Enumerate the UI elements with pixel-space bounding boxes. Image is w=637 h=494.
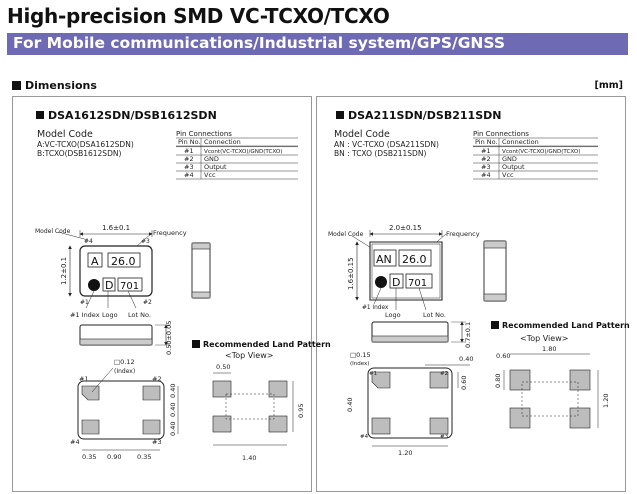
right-index-label: #1 Index: [362, 305, 389, 311]
right-freq-value: 26.0: [402, 253, 427, 266]
left-bottom-dim-040c: 0.40: [169, 421, 177, 436]
right-bottom-p3: #3: [440, 434, 449, 440]
right-code-char: AN: [376, 253, 392, 266]
right-model-line-1: AN : VC-TCXO (DSA211SDN): [334, 140, 439, 149]
left-pin-1-no: #1: [184, 147, 194, 155]
left-d-char: D: [105, 279, 114, 292]
right-pin-2-conn: GND: [502, 155, 517, 163]
left-width-dim: 1.6±0.1: [102, 224, 131, 232]
left-index-label: #1 Index: [70, 311, 100, 319]
right-width-dim: 2.0±0.15: [389, 224, 422, 232]
left-model-title: Model Code: [37, 129, 93, 140]
right-side-view: [372, 322, 472, 348]
right-land-dim-v1: 0.80: [494, 373, 502, 388]
left-height-dim: 1.2±0.1: [60, 256, 68, 285]
left-lot-value: 701: [120, 281, 140, 292]
right-pin-1-no: #1: [481, 147, 491, 155]
left-pin-1-conn: Vcont(VC-TCXO)/GND(TCXO): [204, 149, 283, 155]
right-bottom-view: [346, 351, 473, 457]
left-land-title: Recommended Land Pattern: [203, 340, 331, 349]
left-land-pattern: [213, 363, 305, 462]
left-bottom-p2: #2: [152, 375, 162, 383]
left-bottom-p1: #1: [79, 375, 89, 383]
right-frequency-label: Frequency: [446, 230, 480, 238]
left-bottom-dim-090: 0.90: [107, 453, 122, 461]
left-land-dim-top: 0.50: [216, 363, 231, 371]
left-pin2-mark: #2: [143, 299, 152, 306]
left-pin3-mark: #3: [141, 238, 150, 245]
right-model-code-label: Model Code: [328, 231, 364, 238]
left-code-char: A: [91, 255, 99, 268]
left-pin-header-no: Pin No.: [178, 138, 201, 146]
right-index-dot-icon: [375, 276, 387, 288]
left-land-bullet-icon: [192, 340, 200, 348]
right-bottom-index-dim: □0.15: [350, 351, 371, 359]
left-bottom-dim-040b: 0.40: [169, 402, 177, 417]
left-land-dim-right: 0.95: [297, 403, 305, 418]
right-land-top-view: <Top View>: [520, 334, 569, 343]
left-side-dim: 0.50±0.05: [165, 320, 173, 355]
right-pin-4-no: #4: [481, 171, 491, 179]
left-bottom-view: [70, 358, 178, 461]
right-pin-3-no: #3: [481, 163, 491, 171]
left-model-line-2: B:TCXO(DSB1612SDN): [37, 149, 122, 158]
right-pin-header-conn: Connection: [502, 138, 539, 146]
section-title: Dimensions: [25, 79, 97, 92]
right-heading: DSA211SDN/DSB211SDN: [348, 109, 502, 122]
right-heading-bullet-icon: [336, 111, 344, 119]
left-land-dim-bottom: 1.40: [242, 454, 257, 462]
right-model-title: Model Code: [334, 129, 390, 140]
subtitle-text: For Mobile communications/Industrial system/GPS/GNSS: [13, 34, 506, 52]
left-pin-table-title: Pin Connections: [176, 130, 232, 138]
right-land-dim-left: 0.60: [496, 352, 511, 360]
right-pin-2-no: #2: [481, 155, 491, 163]
left-frequency-label: Frequency: [153, 229, 187, 237]
left-land-top-view: <Top View>: [225, 351, 274, 360]
left-heading-bullet-icon: [36, 111, 44, 119]
left-bottom-index-label: (Index): [114, 368, 136, 375]
right-pin-header-no: Pin No.: [475, 138, 498, 146]
right-bottom-p2: #2: [440, 371, 449, 377]
right-bottom-p1: #1: [369, 371, 378, 377]
right-land-dim-top: 1.80: [542, 345, 557, 353]
right-pin-1-conn: Vcont(VC-TCXO)/GND(TCXO): [502, 149, 581, 155]
left-bottom-dim-035b: 0.35: [137, 453, 152, 461]
right-bottom-dim-040a: 0.40: [459, 355, 474, 363]
right-pin-table-title: Pin Connections: [473, 130, 529, 138]
right-land-dim-v2: 1.20: [602, 393, 610, 408]
right-height-dim: 1.6±0.15: [347, 257, 355, 290]
right-land-pattern: [494, 345, 610, 428]
left-pin4-mark: #4: [84, 238, 93, 245]
right-bottom-dim-120: 1.20: [398, 449, 413, 457]
right-model-line-2: BN : TCXO (DSB211SDN): [334, 149, 427, 158]
left-pin1-mark: #1: [80, 299, 89, 306]
right-pin-4-conn: Vcc: [502, 171, 514, 179]
right-side-dim: 0.7±0.1: [464, 321, 472, 348]
left-pin-header-conn: Connection: [204, 138, 241, 146]
left-bottom-p3: #3: [152, 438, 162, 446]
left-bottom-p4: #4: [70, 438, 80, 446]
left-freq-value: 26.0: [111, 255, 136, 268]
left-package-top-view: [35, 224, 187, 319]
left-model-line-1: A:VC-TCXO(DSA1612SDN): [37, 140, 134, 149]
left-side-view: [80, 321, 173, 355]
left-logo-label: Logo: [102, 311, 118, 319]
left-bottom-dim-035a: 0.35: [82, 453, 97, 461]
right-bottom-dim-060: 0.60: [460, 375, 468, 390]
left-heading: DSA1612SDN/DSB1612SDN: [48, 109, 217, 122]
right-side-view-small: [484, 241, 506, 301]
left-bottom-index-dim: □0.12: [114, 358, 135, 366]
left-pin-2-conn: GND: [204, 155, 219, 163]
left-bottom-dim-040a: 0.40: [169, 383, 177, 398]
left-side-view-small: [192, 243, 210, 298]
left-index-dot-icon: [88, 279, 100, 291]
right-d-char: D: [392, 276, 401, 289]
left-pin-3-no: #3: [184, 163, 194, 171]
right-bottom-index-label: (Index): [350, 361, 370, 367]
left-lot-label: Lot No.: [128, 311, 151, 319]
right-logo-label: Logo: [385, 311, 401, 319]
right-land-title: Recommended Land Pattern: [502, 321, 630, 330]
left-pin-4-no: #4: [184, 171, 194, 179]
right-bottom-dim-040b: 0.40: [346, 397, 354, 412]
left-pin-4-conn: Vcc: [204, 171, 216, 179]
unit-label: [mm]: [594, 80, 623, 91]
page-title: High-precision SMD VC-TCXO/TCXO: [7, 4, 390, 28]
left-model-code-label: Model Code: [35, 228, 71, 235]
left-pin-2-no: #2: [184, 155, 194, 163]
right-pin-3-conn: Output: [502, 163, 525, 171]
right-bottom-p4: #4: [360, 434, 369, 440]
right-lot-label: Lot No.: [423, 311, 446, 319]
left-pin-3-conn: Output: [204, 163, 227, 171]
right-land-bullet-icon: [491, 321, 499, 329]
right-package-top-view: [328, 224, 480, 319]
right-lot-value: 701: [408, 278, 428, 289]
